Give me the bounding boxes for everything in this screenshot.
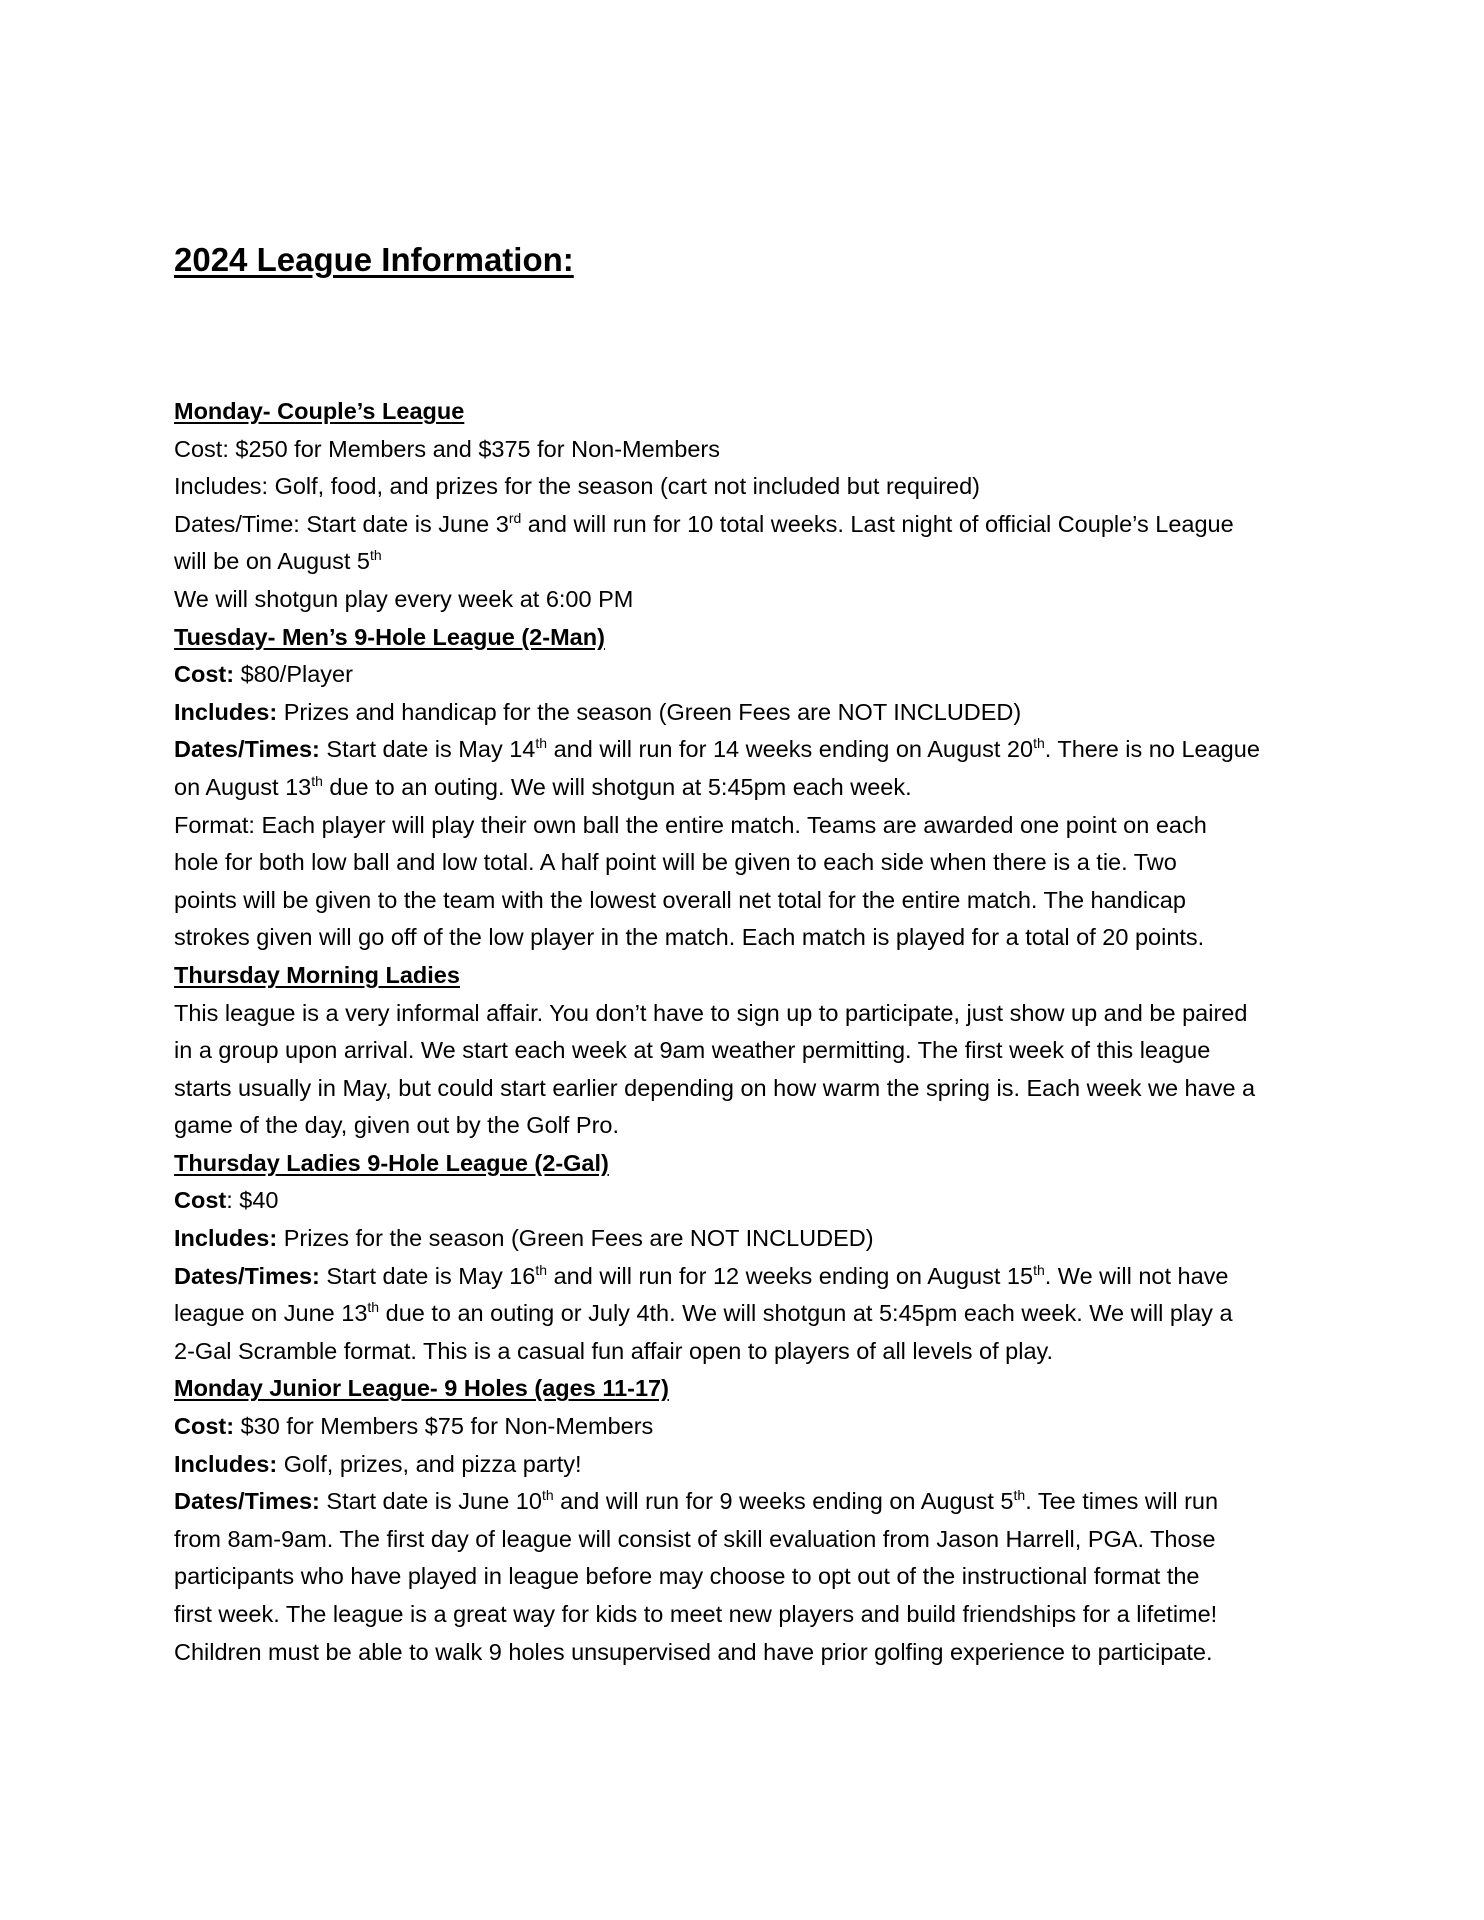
section-line [174, 844, 1324, 882]
text-run: will be on August 5 [174, 548, 370, 575]
text-run: and will run for 12 weeks ending on August 15 [547, 1262, 1034, 1289]
section-line [174, 1220, 1324, 1258]
ordinal-suffix: rd [508, 509, 522, 526]
text-run: . Tee times will run [1025, 1488, 1219, 1515]
league-section [174, 1370, 1324, 1671]
text-run: : $40 [226, 1187, 279, 1214]
section-line [174, 543, 1324, 581]
text-run: first week. The league is a great way for kids to meet new players and build friendships for a lifetime! [174, 1601, 1218, 1627]
text-run: Cost: $250 for Members and $375 for Non-Members [174, 435, 720, 462]
ordinal-suffix: th [535, 735, 548, 752]
league-section [174, 393, 1324, 619]
text-run: $30 for Members $75 for Non-Members [234, 1413, 654, 1440]
section-heading: Monday- Couple’s League [174, 398, 465, 424]
text-run: Golf, prizes, and pizza party! [277, 1450, 582, 1477]
text-run: Start date is June 10 [319, 1488, 542, 1515]
section-line [174, 506, 1324, 544]
field-label: Dates/Times: [174, 736, 320, 763]
text-run: Format: Each player will play their own ball the entire match. Teams are awarded one point on each [174, 811, 1207, 838]
ordinal-suffix: th [535, 1261, 548, 1278]
section-heading: Tuesday- Men’s 9-Hole League (2-Man) [174, 623, 605, 650]
text-run: . We will not have [1044, 1262, 1229, 1289]
text-run: Start date is May 16 [319, 1262, 536, 1289]
field-label: Includes: [174, 698, 278, 725]
section-line [174, 431, 1324, 469]
field-label: Dates/Times: [174, 1262, 320, 1289]
text-run: points will be given to the team with the lowest overall net total for the entire match. The handicap [174, 886, 1186, 913]
ordinal-suffix: th [541, 1487, 554, 1504]
section-line [174, 769, 1324, 807]
section-line [174, 1333, 1324, 1371]
text-run: and will run for 14 weeks ending on August 20 [547, 736, 1034, 763]
section-line [174, 1634, 1324, 1672]
text-run: on August 13 [174, 773, 312, 800]
section-line [174, 1483, 1324, 1521]
ordinal-suffix: th [311, 772, 323, 789]
section-line [174, 1596, 1324, 1634]
document-page [174, 236, 1324, 1671]
section-line [174, 882, 1324, 920]
section-line [174, 1182, 1324, 1220]
section-heading: Thursday Morning Ladies [174, 961, 460, 988]
ordinal-suffix: th [1013, 1487, 1026, 1504]
section-line [174, 1070, 1324, 1108]
section-line [174, 1107, 1324, 1145]
text-run: from 8am-9am. The first day of league will consist of skill evaluation from Jason Harrell, PGA. Those [174, 1525, 1216, 1552]
field-label: Dates/Times: [174, 1488, 320, 1515]
league-sections [174, 393, 1324, 1671]
section-line [174, 1446, 1324, 1484]
section-line [174, 694, 1324, 732]
text-run: participants who have played in league before may choose to opt out of the instructional format the [174, 1563, 1200, 1590]
section-line [174, 1032, 1324, 1070]
section-heading: Monday Junior League- 9 Holes (ages 11-17) [174, 1375, 669, 1402]
field-label: Includes: [174, 1450, 278, 1477]
ordinal-suffix: th [369, 547, 382, 564]
section-line [174, 1295, 1324, 1333]
section-line [174, 1408, 1324, 1446]
ordinal-suffix: th [1033, 735, 1045, 752]
section-line [174, 919, 1324, 957]
text-run: due to an outing. We will shotgun at 5:45pm each week. [322, 773, 912, 800]
field-label: Cost [174, 1187, 227, 1214]
league-section [174, 619, 1324, 957]
page-title: 2024 League Information: [174, 241, 574, 278]
section-line [174, 807, 1324, 845]
section-line [174, 1558, 1324, 1596]
league-section [174, 1145, 1324, 1371]
text-run: Prizes for the season (Green Fees are NOT INCLUDED) [277, 1225, 874, 1252]
section-line [174, 656, 1324, 694]
field-label: Cost: [174, 661, 235, 688]
section-line [174, 1258, 1324, 1296]
text-run: We will shotgun play every week at 6:00 PM [174, 585, 634, 612]
text-run: starts usually in May, but could start earlier depending on how warm the spring is. Each week we have a [174, 1074, 1256, 1101]
text-run: game of the day, given out by the Golf Pro. [174, 1112, 620, 1139]
field-label: Cost: [174, 1413, 235, 1440]
section-line [174, 731, 1324, 769]
text-run: in a group upon arrival. We start each week at 9am weather permitting. The first week of this league [174, 1037, 1211, 1064]
text-run: Children must be able to walk 9 holes unsupervised and have prior golfing experience to participate. [174, 1638, 1213, 1665]
text-run: 2-Gal Scramble format. This is a casual fun affair open to players of all levels of play. [174, 1337, 1054, 1364]
text-run: Prizes and handicap for the season (Green Fees are NOT INCLUDED) [277, 698, 1022, 725]
text-run: hole for both low ball and low total. A half point will be given to each side when there is a tie. Two [174, 849, 1177, 876]
section-line [174, 995, 1324, 1033]
text-run: Start date is May 14 [319, 736, 536, 763]
text-run: strokes given will go off of the low player in the match. Each match is played for a total of 20 points. [174, 924, 1205, 951]
field-label: Includes: [174, 1225, 278, 1252]
text-run: . There is no League [1044, 736, 1260, 763]
text-run: and will run for 9 weeks ending on August 5 [553, 1488, 1014, 1515]
text-run: Dates/Time: Start date is June 3 [174, 510, 509, 537]
league-section [174, 957, 1324, 1145]
text-run: Includes: Golf, food, and prizes for the season (cart not included but required) [174, 473, 980, 500]
ordinal-suffix: th [367, 1299, 380, 1316]
text-run: and will run for 10 total weeks. Last night of official Couple’s League [521, 510, 1234, 537]
section-line [174, 581, 1324, 619]
text-run: This league is a very informal affair. You don’t have to sign up to participate, just show up and be paired [174, 999, 1248, 1026]
text-run: league on June 13 [174, 1300, 368, 1327]
text-run: $80/Player [234, 661, 353, 688]
text-run: due to an outing or July 4th. We will shotgun at 5:45pm each week. We will play a [379, 1300, 1233, 1327]
ordinal-suffix: th [1033, 1261, 1045, 1278]
section-line [174, 1521, 1324, 1559]
section-heading: Thursday Ladies 9-Hole League (2-Gal) [174, 1149, 609, 1176]
section-line [174, 468, 1324, 506]
